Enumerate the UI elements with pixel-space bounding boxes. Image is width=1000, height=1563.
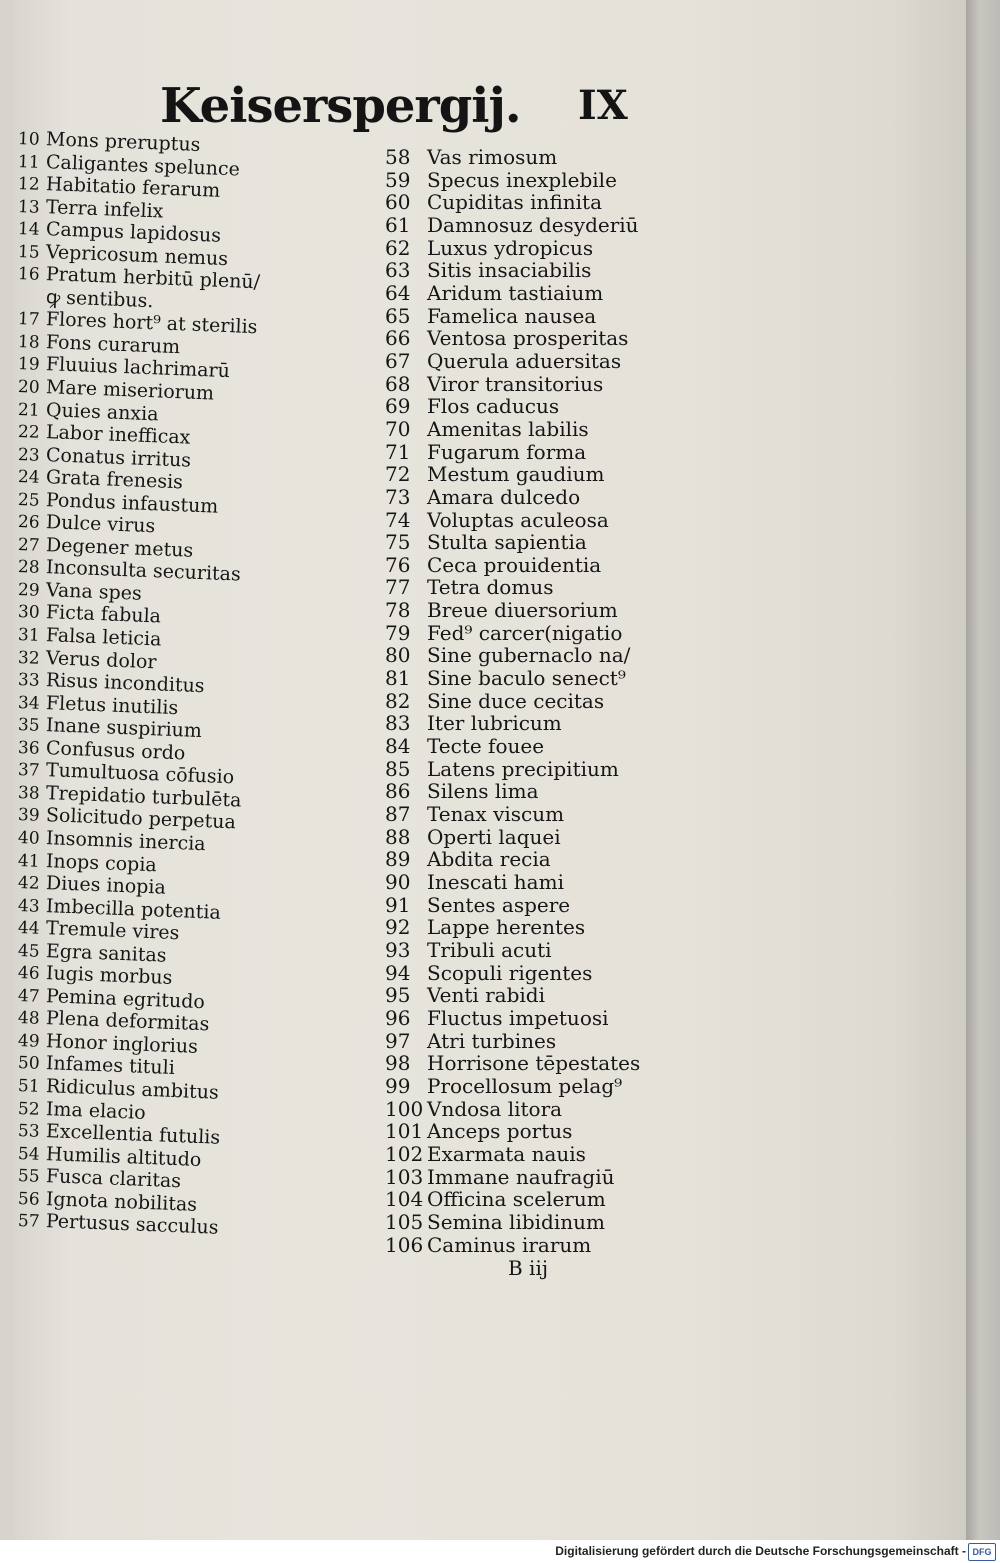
- entry-number: 14: [17, 219, 40, 241]
- entry-text: Breue diuersorium: [427, 598, 618, 623]
- entry-text: Ficta fabula: [45, 601, 162, 628]
- entry-text: Honor inglorius: [45, 1029, 199, 1058]
- entry-number: 15: [17, 241, 40, 263]
- entry-text: Conatus irritus: [45, 443, 192, 472]
- entry-number: 97: [385, 1028, 411, 1053]
- entry-text: Tremule vires: [45, 917, 180, 945]
- entry-number: 103: [385, 1164, 424, 1189]
- entry-number: 34: [17, 692, 40, 714]
- entry-text: Terra infelix: [45, 195, 164, 223]
- entry-number: 76: [385, 552, 411, 577]
- entry-number: 20: [17, 377, 40, 398]
- entry-text: Damnosuz desyderiū: [427, 212, 639, 237]
- list-entry: [385, 622, 715, 645]
- entry-number: 48: [17, 1008, 40, 1030]
- entry-text: Pertusus sacculus: [45, 1210, 219, 1239]
- list-entry: [385, 1007, 715, 1030]
- entry-text: Flores hort⁹ at sterilis: [45, 308, 258, 339]
- entry-text: Egra sanitas: [45, 939, 167, 967]
- entry-number: 78: [385, 598, 411, 623]
- entry-number: 55: [17, 1166, 40, 1187]
- entry-number: 101: [385, 1119, 424, 1144]
- entry-number: 63: [385, 258, 411, 283]
- dfg-logo: DFG: [968, 1543, 996, 1561]
- entry-text: Grata frenesis: [45, 466, 184, 494]
- entry-text: Sitis insaciabilis: [427, 258, 592, 283]
- entry-text: Trepidatio turbulēta: [45, 781, 242, 812]
- entry-number: 60: [385, 190, 411, 215]
- entry-text: Vepricosum nemus: [45, 240, 229, 270]
- entry-number: 72: [385, 462, 411, 487]
- list-entry: [385, 1234, 715, 1257]
- entry-text: Tumultuosa cōfusio: [45, 759, 235, 789]
- entry-text: Aridum tastiaium: [427, 280, 604, 305]
- entry-number: 44: [17, 918, 40, 939]
- entry-text: Voluptas aculeosa: [427, 507, 609, 532]
- entry-number: 62: [385, 235, 411, 260]
- entry-text: Inane suspirium: [45, 714, 203, 743]
- entry-text: Ima elacio: [45, 1097, 147, 1124]
- list-entry: [385, 690, 715, 713]
- entry-text: Vndosa litora: [427, 1096, 563, 1121]
- list-entry: [385, 531, 715, 554]
- entry-text: Tribuli acuti: [427, 937, 552, 962]
- entry-text: Humilis altitudo: [45, 1142, 202, 1171]
- entry-text: Pemina egritudo: [45, 984, 206, 1013]
- list-entry: [385, 599, 715, 622]
- entry-number: 35: [17, 715, 40, 737]
- entry-text: Scopuli rigentes: [427, 960, 593, 985]
- entry-number: 91: [385, 892, 411, 917]
- entry-text: Amenitas labilis: [427, 416, 589, 441]
- entry-number: 105: [385, 1209, 424, 1234]
- entry-number: 46: [17, 963, 40, 985]
- entry-text: Immane naufragiū: [427, 1164, 615, 1189]
- entry-number: 33: [17, 670, 40, 691]
- list-entry: [385, 712, 715, 735]
- entry-text: Luxus ydropicus: [427, 235, 594, 260]
- entry-number: 11: [17, 151, 40, 173]
- entry-text: Atri turbines: [427, 1028, 557, 1053]
- entry-text: Tecte fouee: [427, 734, 545, 759]
- entry-text: Plena deformitas: [45, 1007, 210, 1036]
- list-entry: [385, 1098, 715, 1121]
- entry-text: Flos caducus: [427, 394, 560, 419]
- entry-text: Caminus irarum: [427, 1232, 592, 1257]
- entry-number: 18: [17, 331, 40, 353]
- entry-number: 28: [17, 557, 40, 579]
- entry-number: 32: [17, 647, 40, 669]
- entry-text: Silens lima: [427, 779, 539, 804]
- list-entry: [385, 191, 715, 214]
- entry-number: 31: [17, 625, 40, 646]
- entry-number: 41: [17, 850, 40, 872]
- list-entry: [385, 395, 715, 418]
- list-entry: [385, 169, 715, 192]
- entry-text: Inops copia: [45, 849, 158, 876]
- list-entry: [385, 1211, 715, 1234]
- list-entry: [385, 373, 715, 396]
- entry-text: Confusus ordo: [45, 736, 186, 765]
- entry-text: Fletus inutilis: [45, 691, 179, 719]
- entry-number: 85: [385, 756, 411, 781]
- entry-number: 77: [385, 575, 411, 600]
- entry-number: 80: [385, 643, 411, 668]
- list-entry: [385, 667, 715, 690]
- entry-number: 23: [17, 444, 40, 466]
- entry-number: 89: [385, 847, 411, 872]
- entry-text: Stulta sapientia: [427, 530, 587, 555]
- entry-text: Mare miseriorum: [45, 376, 215, 405]
- entry-text: Falsa leticia: [45, 624, 162, 651]
- list-entry: [385, 826, 715, 849]
- entry-text: Venti rabidi: [427, 983, 545, 1008]
- entry-number: 21: [17, 399, 40, 421]
- list-entry: [385, 282, 715, 305]
- entry-text: Inconsulta securitas: [45, 556, 242, 586]
- entry-number: 95: [385, 983, 411, 1008]
- digitization-credit: Digitalisierung gefördert durch die Deutsche Forschungsgemeinschaft -: [555, 1544, 966, 1558]
- entry-number: 99: [385, 1073, 411, 1098]
- list-entry: [385, 146, 715, 169]
- entry-number: 94: [385, 960, 411, 985]
- entry-number: 42: [17, 873, 40, 894]
- entry-number: 17: [17, 309, 40, 331]
- list-entry: [385, 305, 715, 328]
- entry-number: 68: [385, 371, 411, 396]
- list-entry: [385, 644, 715, 667]
- left-column-list: [17, 127, 348, 1239]
- entry-text: Fugarum forma: [427, 439, 587, 464]
- entry-text: Fluuius lachrimarū: [45, 353, 231, 383]
- entry-text: Labor inefficax: [45, 421, 191, 449]
- list-entry: [385, 1166, 715, 1189]
- list-entry: [385, 509, 715, 532]
- list-entry: [385, 1143, 715, 1166]
- entry-text: Procellosum pelag⁹: [427, 1073, 623, 1098]
- entry-number: 66: [385, 326, 411, 351]
- entry-number: 16: [17, 264, 40, 286]
- entry-text: Lappe herentes: [427, 915, 586, 940]
- entry-text: Sine gubernaclo na/: [427, 643, 631, 668]
- list-entry: [385, 735, 715, 758]
- entry-number: 57: [17, 1211, 40, 1233]
- list-entry: [385, 576, 715, 599]
- signature-mark: B iij: [508, 1256, 549, 1280]
- list-entry: [385, 418, 715, 441]
- entry-text: Fusca claritas: [45, 1165, 182, 1193]
- entry-number: 12: [17, 174, 40, 195]
- entry-text: Mestum gaudium: [427, 462, 605, 487]
- entry-text: Campus lapidosus: [45, 218, 222, 247]
- entry-number: 39: [17, 805, 40, 827]
- entry-number: 25: [17, 489, 40, 511]
- entry-number: 75: [385, 530, 411, 555]
- entry-text: Risus inconditus: [45, 669, 205, 698]
- entry-number: 47: [17, 985, 40, 1007]
- entry-text: Sine duce cecitas: [427, 688, 605, 713]
- entry-text: Sine baculo senect⁹: [427, 666, 626, 691]
- entry-number: 67: [385, 348, 411, 373]
- list-entry: [385, 1030, 715, 1053]
- list-entry: [385, 894, 715, 917]
- entry-text: Solicitudo perpetua: [45, 804, 237, 834]
- entry-number: 100: [385, 1096, 424, 1121]
- entry-text: Querula aduersitas: [427, 348, 622, 373]
- entry-text: Horrisone tēpestates: [427, 1051, 641, 1076]
- entry-text: Ceca prouidentia: [427, 552, 602, 577]
- entry-number: 40: [17, 827, 40, 849]
- entry-number: 102: [385, 1141, 424, 1166]
- entry-text: ꝙ sentibus.: [45, 285, 154, 313]
- entry-text: Cupiditas infinita: [427, 190, 603, 215]
- entry-text: Exarmata nauis: [427, 1141, 586, 1166]
- list-entry: [385, 1120, 715, 1143]
- list-entry: [385, 1075, 715, 1098]
- entry-text: Specus inexplebile: [427, 167, 617, 192]
- entry-number: 79: [385, 620, 411, 645]
- entry-text: Ridiculus ambitus: [45, 1075, 220, 1104]
- entry-number: 26: [17, 512, 40, 534]
- list-entry: [385, 441, 715, 464]
- entry-number: 19: [17, 354, 40, 376]
- list-entry: [385, 1188, 715, 1211]
- entry-number: 53: [17, 1121, 40, 1142]
- entry-number: 54: [17, 1143, 40, 1165]
- entry-text: Verus dolor: [45, 646, 157, 673]
- entry-number: 51: [17, 1075, 40, 1097]
- entry-text: Anceps portus: [427, 1119, 573, 1144]
- entry-text: Excellentia futulis: [45, 1120, 221, 1149]
- page-edge: [966, 0, 1000, 1540]
- entry-number: 74: [385, 507, 411, 532]
- entry-text: Semina libidinum: [427, 1209, 605, 1234]
- entry-number: 61: [385, 212, 411, 237]
- entry-number: 56: [17, 1188, 40, 1210]
- list-entry: [385, 916, 715, 939]
- entry-text: Pondus infaustum: [45, 488, 219, 518]
- entry-number: 96: [385, 1005, 411, 1030]
- list-entry: [385, 327, 715, 350]
- entry-number: 52: [17, 1098, 40, 1120]
- entry-number: 45: [17, 940, 40, 962]
- list-entry: [385, 486, 715, 509]
- entry-text: Insomnis inercia: [45, 827, 207, 856]
- entry-number: 69: [385, 394, 411, 419]
- entry-text: Mons preruptus: [45, 128, 201, 156]
- entry-number: 98: [385, 1051, 411, 1076]
- entry-text: Vas rimosum: [427, 145, 558, 169]
- entry-number: 81: [385, 666, 411, 691]
- entry-text: Imbecilla potentia: [45, 894, 222, 924]
- entry-number: 29: [17, 579, 40, 601]
- entry-text: Latens precipitium: [427, 756, 619, 781]
- entry-number: 37: [17, 760, 40, 782]
- entry-text: Tetra domus: [427, 575, 554, 600]
- entry-text: Amara dulcedo: [427, 484, 581, 509]
- entry-number: [18, 302, 44, 303]
- entry-text: Inescati hami: [427, 870, 564, 894]
- entry-text: Famelica nausea: [427, 303, 597, 328]
- entry-text: Iugis morbus: [45, 962, 173, 990]
- right-column-list: [385, 146, 715, 1256]
- running-head: Keiserspergij.: [160, 78, 521, 134]
- entry-number: 87: [385, 802, 411, 827]
- entry-text: Habitatio ferarum: [45, 173, 221, 202]
- entry-number: 106: [385, 1232, 424, 1257]
- list-entry: [385, 984, 715, 1007]
- entry-text: Ventosa prosperitas: [427, 326, 629, 351]
- entry-number: 50: [17, 1053, 40, 1075]
- entry-text: Pratum herbitū plenū/: [45, 263, 261, 294]
- entry-number: 73: [385, 484, 411, 509]
- entry-number: 10: [17, 129, 40, 150]
- entry-text: Quies anxia: [45, 398, 159, 425]
- entry-text: Ignota nobilitas: [45, 1187, 198, 1216]
- list-entry: [385, 554, 715, 577]
- entry-number: 71: [385, 439, 411, 464]
- entry-number: 22: [17, 422, 40, 443]
- entry-number: 92: [385, 915, 411, 940]
- entry-text: Diues inopia: [45, 872, 167, 899]
- entry-number: 59: [385, 167, 411, 192]
- entry-number: 27: [17, 534, 40, 556]
- list-entry: [385, 259, 715, 282]
- entry-number: 64: [385, 280, 411, 305]
- entry-text: Infames tituli: [45, 1052, 176, 1080]
- list-entry: [385, 803, 715, 826]
- entry-text: Caligantes spelunce: [45, 150, 241, 181]
- entry-text: Sentes aspere: [427, 892, 571, 917]
- list-entry: [385, 848, 715, 871]
- entry-number: 30: [17, 602, 40, 624]
- entry-text: Vana spes: [45, 579, 143, 605]
- entry-text: Tenax viscum: [427, 802, 565, 827]
- entry-number: 24: [17, 467, 40, 489]
- entry-number: 88: [385, 824, 411, 849]
- list-entry: [385, 350, 715, 373]
- entry-text: Fons curarum: [45, 331, 181, 359]
- entry-number: 38: [17, 782, 40, 804]
- list-entry: [385, 237, 715, 260]
- entry-number: 36: [17, 737, 40, 759]
- entry-number: 13: [17, 196, 40, 218]
- list-entry: [385, 758, 715, 781]
- entry-text: Fed⁹ carcer(nigatio: [427, 620, 623, 645]
- list-entry: [385, 463, 715, 486]
- entry-number: 83: [385, 711, 411, 736]
- entry-text: Operti laquei: [427, 824, 561, 849]
- list-entry: [385, 871, 715, 894]
- list-entry: [385, 214, 715, 237]
- entry-number: 58: [385, 145, 411, 169]
- entry-number: 65: [385, 303, 411, 328]
- entry-number: 49: [17, 1030, 40, 1052]
- list-entry: [385, 962, 715, 985]
- list-entry: [385, 780, 715, 803]
- entry-text: Dulce virus: [45, 511, 156, 538]
- entry-number: 93: [385, 937, 411, 962]
- folio-number: IX: [578, 82, 628, 129]
- entry-number: 43: [17, 895, 40, 917]
- entry-number: 86: [385, 779, 411, 804]
- entry-text: Fluctus impetuosi: [427, 1005, 609, 1030]
- entry-text: Iter lubricum: [427, 711, 562, 736]
- entry-number: 70: [385, 416, 411, 441]
- entry-text: Viror transitorius: [427, 371, 604, 396]
- list-entry: [385, 1052, 715, 1075]
- entry-number: 104: [385, 1187, 424, 1212]
- entry-number: 84: [385, 734, 411, 759]
- entry-text: Officina scelerum: [427, 1187, 606, 1212]
- entry-text: Degener metus: [45, 533, 194, 562]
- list-entry: [385, 939, 715, 962]
- entry-number: 90: [385, 870, 411, 894]
- entry-text: Abdita recia: [427, 847, 551, 872]
- entry-number: 82: [385, 688, 411, 713]
